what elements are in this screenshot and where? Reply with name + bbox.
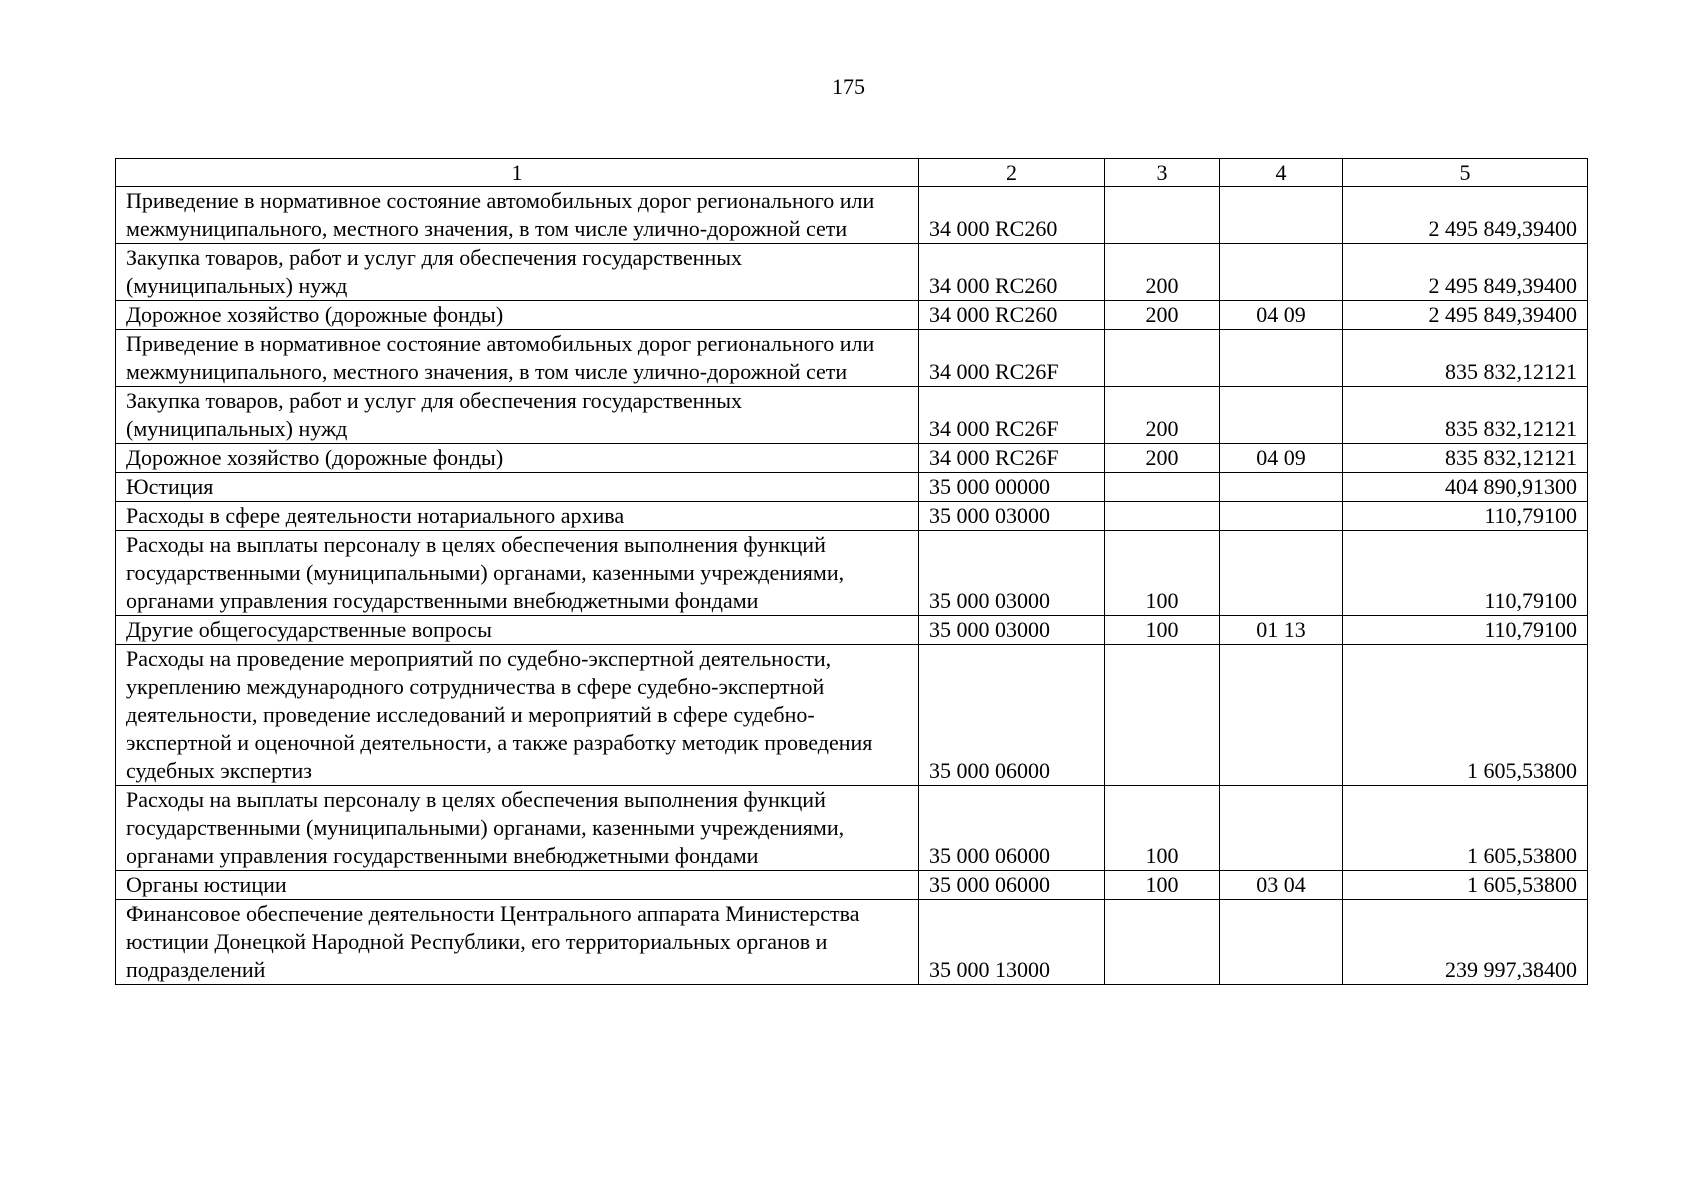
row-expense-type	[1105, 645, 1220, 786]
table-row	[116, 786, 1588, 871]
column-header: 1	[116, 159, 919, 187]
row-section	[1220, 330, 1343, 387]
row-expense-type	[1105, 330, 1220, 387]
row-name: Расходы на выплаты персоналу в целях обеспечения выполнения функций государственными (муниципальными) органами, казенными учреждениями, органами управления государственными внебюджетными фондами	[116, 786, 919, 871]
row-code: 34 000 RC260	[919, 301, 1105, 330]
row-name: Расходы на проведение мероприятий по судебно-экспертной деятельности, укреплению международного сотрудничества в сфере судебно-экспертной деятельности, проведение исследований и мероприятий в сфере судебно-экспертной и оценочной деятельности, а также разработку методик проведения судебных экспертиз	[116, 645, 919, 786]
row-amount: 110,79100	[1343, 616, 1588, 645]
table-row	[116, 244, 1588, 301]
row-expense-type: 100	[1105, 616, 1220, 645]
budget-table	[115, 158, 1588, 985]
row-amount: 1 605,53800	[1343, 645, 1588, 786]
table-row	[116, 473, 1588, 502]
row-name: Приведение в нормативное состояние автомобильных дорог регионального или межмуниципального, местного значения, в том числе улично-дорожной сети	[116, 330, 919, 387]
row-code: 35 000 06000	[919, 786, 1105, 871]
row-name: Расходы в сфере деятельности нотариального архива	[116, 502, 919, 531]
row-amount: 110,79100	[1343, 531, 1588, 616]
row-section	[1220, 645, 1343, 786]
row-expense-type	[1105, 473, 1220, 502]
row-name: Финансовое обеспечение деятельности Центрального аппарата Министерства юстиции Донецкой Народной Республики, его территориальных органов и подразделений	[116, 900, 919, 985]
row-section	[1220, 387, 1343, 444]
row-expense-type: 200	[1105, 244, 1220, 301]
row-name: Закупка товаров, работ и услуг для обеспечения государственных (муниципальных) нужд	[116, 244, 919, 301]
row-section	[1220, 786, 1343, 871]
table-row	[116, 616, 1588, 645]
row-expense-type: 100	[1105, 871, 1220, 900]
row-code: 34 000 RC26F	[919, 387, 1105, 444]
row-code: 34 000 RC260	[919, 187, 1105, 244]
row-amount: 2 495 849,39400	[1343, 244, 1588, 301]
table-row	[116, 301, 1588, 330]
row-code: 35 000 03000	[919, 502, 1105, 531]
row-expense-type	[1105, 187, 1220, 244]
row-code: 35 000 13000	[919, 900, 1105, 985]
column-header: 4	[1220, 159, 1343, 187]
row-amount: 835 832,12121	[1343, 330, 1588, 387]
row-code: 35 000 06000	[919, 645, 1105, 786]
row-section: 03 04	[1220, 871, 1343, 900]
row-expense-type	[1105, 502, 1220, 531]
column-header: 3	[1105, 159, 1220, 187]
row-amount: 110,79100	[1343, 502, 1588, 531]
row-amount: 1 605,53800	[1343, 786, 1588, 871]
row-name: Дорожное хозяйство (дорожные фонды)	[116, 301, 919, 330]
row-amount: 239 997,38400	[1343, 900, 1588, 985]
row-expense-type: 200	[1105, 301, 1220, 330]
row-name: Дорожное хозяйство (дорожные фонды)	[116, 444, 919, 473]
row-name: Другие общегосударственные вопросы	[116, 616, 919, 645]
column-header: 2	[919, 159, 1105, 187]
row-expense-type: 100	[1105, 531, 1220, 616]
row-name: Приведение в нормативное состояние автомобильных дорог регионального или межмуниципального, местного значения, в том числе улично-дорожной сети	[116, 187, 919, 244]
row-name: Юстиция	[116, 473, 919, 502]
row-amount: 835 832,12121	[1343, 387, 1588, 444]
row-code: 34 000 RC26F	[919, 444, 1105, 473]
row-expense-type: 200	[1105, 387, 1220, 444]
table-header-row	[116, 159, 1588, 187]
table-row	[116, 645, 1588, 786]
row-amount: 1 605,53800	[1343, 871, 1588, 900]
table-row	[116, 502, 1588, 531]
row-code: 34 000 RC26F	[919, 330, 1105, 387]
table-row	[116, 871, 1588, 900]
row-section	[1220, 244, 1343, 301]
column-header: 5	[1343, 159, 1588, 187]
row-amount: 835 832,12121	[1343, 444, 1588, 473]
page-number: 175	[832, 74, 865, 99]
row-amount: 2 495 849,39400	[1343, 187, 1588, 244]
row-section	[1220, 531, 1343, 616]
table-row	[116, 387, 1588, 444]
row-code: 34 000 RC260	[919, 244, 1105, 301]
row-expense-type	[1105, 900, 1220, 985]
row-section	[1220, 502, 1343, 531]
row-code: 35 000 03000	[919, 616, 1105, 645]
row-section	[1220, 187, 1343, 244]
table-row	[116, 187, 1588, 244]
row-amount: 2 495 849,39400	[1343, 301, 1588, 330]
row-section	[1220, 473, 1343, 502]
row-section: 01 13	[1220, 616, 1343, 645]
row-name: Расходы на выплаты персоналу в целях обеспечения выполнения функций государственными (муниципальными) органами, казенными учреждениями, органами управления государственными внебюджетными фондами	[116, 531, 919, 616]
row-section: 04 09	[1220, 301, 1343, 330]
table-row	[116, 330, 1588, 387]
table-row	[116, 531, 1588, 616]
row-name: Органы юстиции	[116, 871, 919, 900]
row-code: 35 000 03000	[919, 531, 1105, 616]
row-code: 35 000 00000	[919, 473, 1105, 502]
row-expense-type: 200	[1105, 444, 1220, 473]
row-code: 35 000 06000	[919, 871, 1105, 900]
table-row	[116, 444, 1588, 473]
row-section: 04 09	[1220, 444, 1343, 473]
row-amount: 404 890,91300	[1343, 473, 1588, 502]
row-expense-type: 100	[1105, 786, 1220, 871]
row-name: Закупка товаров, работ и услуг для обеспечения государственных (муниципальных) нужд	[116, 387, 919, 444]
row-section	[1220, 900, 1343, 985]
table-row	[116, 900, 1588, 985]
